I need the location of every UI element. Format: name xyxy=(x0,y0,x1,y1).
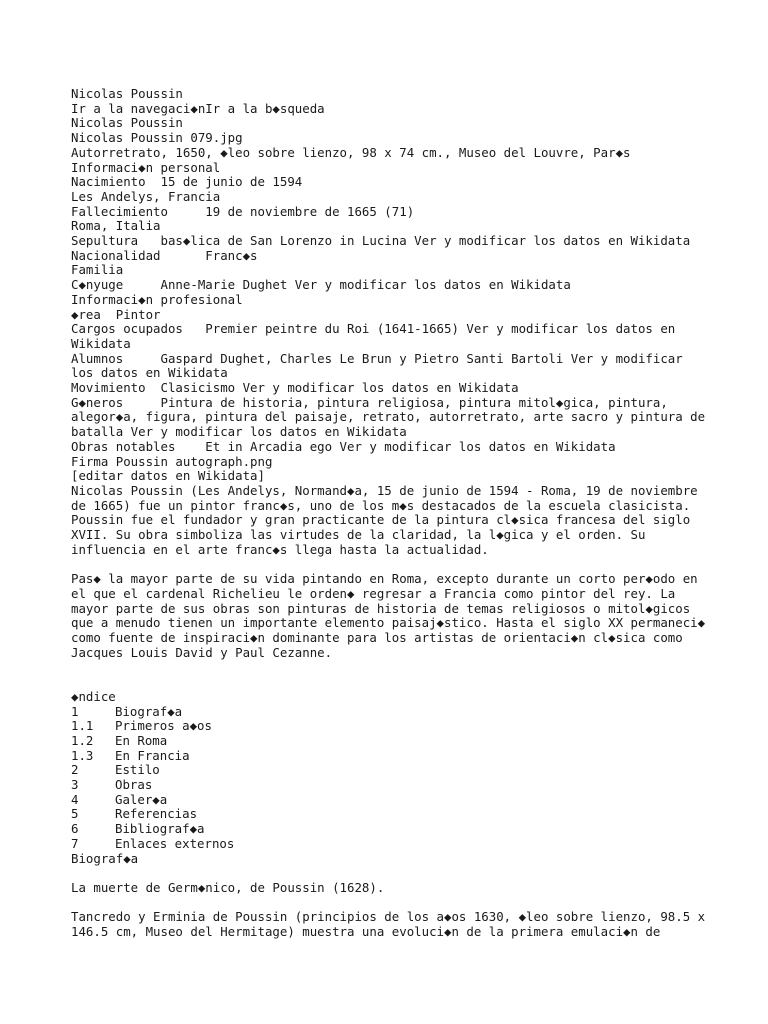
infobox-row-spouse: C◆nyuge Anne-Marie Dughet Ver y modificar los datos en Wikidata xyxy=(71,277,571,293)
toc-number: 6 xyxy=(71,821,79,837)
infobox-row-movement: Movimiento Clasicismo Ver y modificar los datos en Wikidata xyxy=(71,380,519,396)
toc-label[interactable]: En Roma xyxy=(115,732,168,748)
toc-label[interactable]: Primeros a◆os xyxy=(115,718,212,734)
infobox-row-birthplace: Les Andelys, Francia xyxy=(71,188,221,204)
edit-wikidata-link[interactable]: [editar datos en Wikidata] xyxy=(71,468,265,484)
document-page xyxy=(71,87,711,940)
section-spacer xyxy=(71,660,711,689)
infobox-row-area: ◆rea Pintor xyxy=(71,306,161,322)
toc-item[interactable] xyxy=(71,793,711,808)
toc-label[interactable]: Bibliograf◆a xyxy=(115,821,205,837)
table-of-contents xyxy=(71,690,711,852)
infobox-rows-wrapped xyxy=(71,322,711,484)
toc-number: 4 xyxy=(71,791,79,807)
infobox-section-personal: Informaci◆n personal xyxy=(71,159,221,175)
biography-paragraph: Tancredo y Erminia de Poussin (principios de los a◆os 1630, ◆leo sobre lienzo, 98.5 x 146.5 cm, Museo del Hermitage) muestra una evoluci◆n de la primera emulaci◆n de xyxy=(71,909,713,940)
toc-number: 7 xyxy=(71,835,79,851)
paragraph-spacer xyxy=(71,896,711,911)
toc-number: 1.3 xyxy=(71,747,94,763)
toc-number: 1 xyxy=(71,703,79,719)
toc-label[interactable]: Estilo xyxy=(115,762,160,778)
toc-number: 1.1 xyxy=(71,718,94,734)
infobox-row-deathplace: Roma, Italia xyxy=(71,218,161,234)
toc-label[interactable]: Referencias xyxy=(115,806,198,822)
infobox-row-death: Fallecimiento 19 de noviembre de 1665 (71) xyxy=(71,203,415,219)
toc-item[interactable] xyxy=(71,837,711,852)
image-caption: La muerte de Germ◆nico, de Poussin (1628). xyxy=(71,879,385,895)
skip-links[interactable]: Ir a la navegaci◆nIr a la b◆squeda xyxy=(71,100,325,116)
toc-number: 5 xyxy=(71,806,79,822)
infobox-row-nationality: Nacionalidad Franc◆s xyxy=(71,247,258,263)
toc-number: 1.2 xyxy=(71,732,94,748)
toc-item[interactable] xyxy=(71,778,711,793)
toc-label[interactable]: Biograf◆a xyxy=(115,703,183,719)
infobox-row-positions: Cargos ocupados Premier peintre du Roi (1641-1665) Ver y modificar los datos en Wikidata xyxy=(71,321,683,351)
toc-item[interactable] xyxy=(71,749,711,764)
infobox-image-filename[interactable]: Nicolas Poussin 079.jpg xyxy=(71,130,243,146)
intro-paragraph-1: Nicolas Poussin (Les Andelys, Normand◆a, 15 de junio de 1594 - Roma, 19 de noviembre de 1665) fue un pintor franc◆s, uno de los m◆s destacados de la escuela clasicista. Poussin fue el fundador y gran practicante de la pintura cl◆sica francesa del siglo XVII. Su obra simboliza las virtudes de la claridad, la l◆gica y el orden. Su influencia en el arte franc◆s llega hasta la actualidad. xyxy=(71,482,706,557)
section-heading-biography: Biograf◆a xyxy=(71,850,139,866)
intro-paragraph-2: Pas◆ la mayor parte de su vida pintando en Roma, excepto durante un corto per◆odo en el que el cardenal Richelieu le orden◆ regresar a Francia como pintor del rey. La mayor parte de sus obras son pinturas de historia de temas religiosos o mitol◆gicos que a menudo tienen un importante elemento paisaj◆stico. Hasta el siglo XX permaneci◆ como fuente de inspiraci◆n dominante para los artistas de orientaci◆n cl◆sica como Jacques Louis David y Paul Cezanne. xyxy=(71,571,713,660)
toc-number: 2 xyxy=(71,762,79,778)
toc-label[interactable]: En Francia xyxy=(115,747,190,763)
infobox-row-birth: Nacimiento 15 de junio de 1594 xyxy=(71,174,303,190)
page-title: Nicolas Poussin xyxy=(71,86,183,101)
infobox-image-caption: Autorretrato, 1650, ◆leo sobre lienzo, 98 x 74 cm., Museo del Louvre, Par◆s xyxy=(71,144,631,160)
article-header xyxy=(71,87,711,322)
infobox-title: Nicolas Poussin xyxy=(71,115,183,131)
toc-label[interactable]: Obras xyxy=(115,777,153,793)
infobox-section-family: Familia xyxy=(71,262,124,278)
toc-number: 3 xyxy=(71,777,79,793)
toc-label[interactable]: Enlaces externos xyxy=(115,835,235,851)
infobox-section-professional: Informaci◆n profesional xyxy=(71,291,243,307)
infobox-row-students: Alumnos Gaspard Dughet, Charles Le Brun y Pietro Santi Bartoli Ver y modificar los datos en Wikidata xyxy=(71,350,691,381)
infobox-row-signature: Firma Poussin autograph.png xyxy=(71,453,273,469)
toc-item[interactable] xyxy=(71,734,711,749)
toc-item[interactable] xyxy=(71,719,711,734)
infobox-row-notable-works: Obras notables Et in Arcadia ego Ver y modificar los datos en Wikidata xyxy=(71,438,616,454)
paragraph-spacer xyxy=(71,558,711,573)
toc-item[interactable] xyxy=(71,822,711,837)
toc-item[interactable] xyxy=(71,807,711,822)
toc-title: ◆ndice xyxy=(71,688,116,704)
infobox-row-burial: Sepultura bas◆lica de San Lorenzo in Lucina Ver y modificar los datos en Wikidata xyxy=(71,233,691,249)
paragraph-spacer xyxy=(71,866,711,881)
infobox-row-genres: G◆neros Pintura de historia, pintura religiosa, pintura mitol◆gica, pintura, alegor◆a, figura, pintura del paisaje, retrato, autorretrato, arte sacro y pintura de batalla Ver y modificar los datos en Wikidata xyxy=(71,394,713,440)
toc-item[interactable] xyxy=(71,763,711,778)
toc-item[interactable] xyxy=(71,705,711,720)
toc-label[interactable]: Galer◆a xyxy=(115,791,168,807)
